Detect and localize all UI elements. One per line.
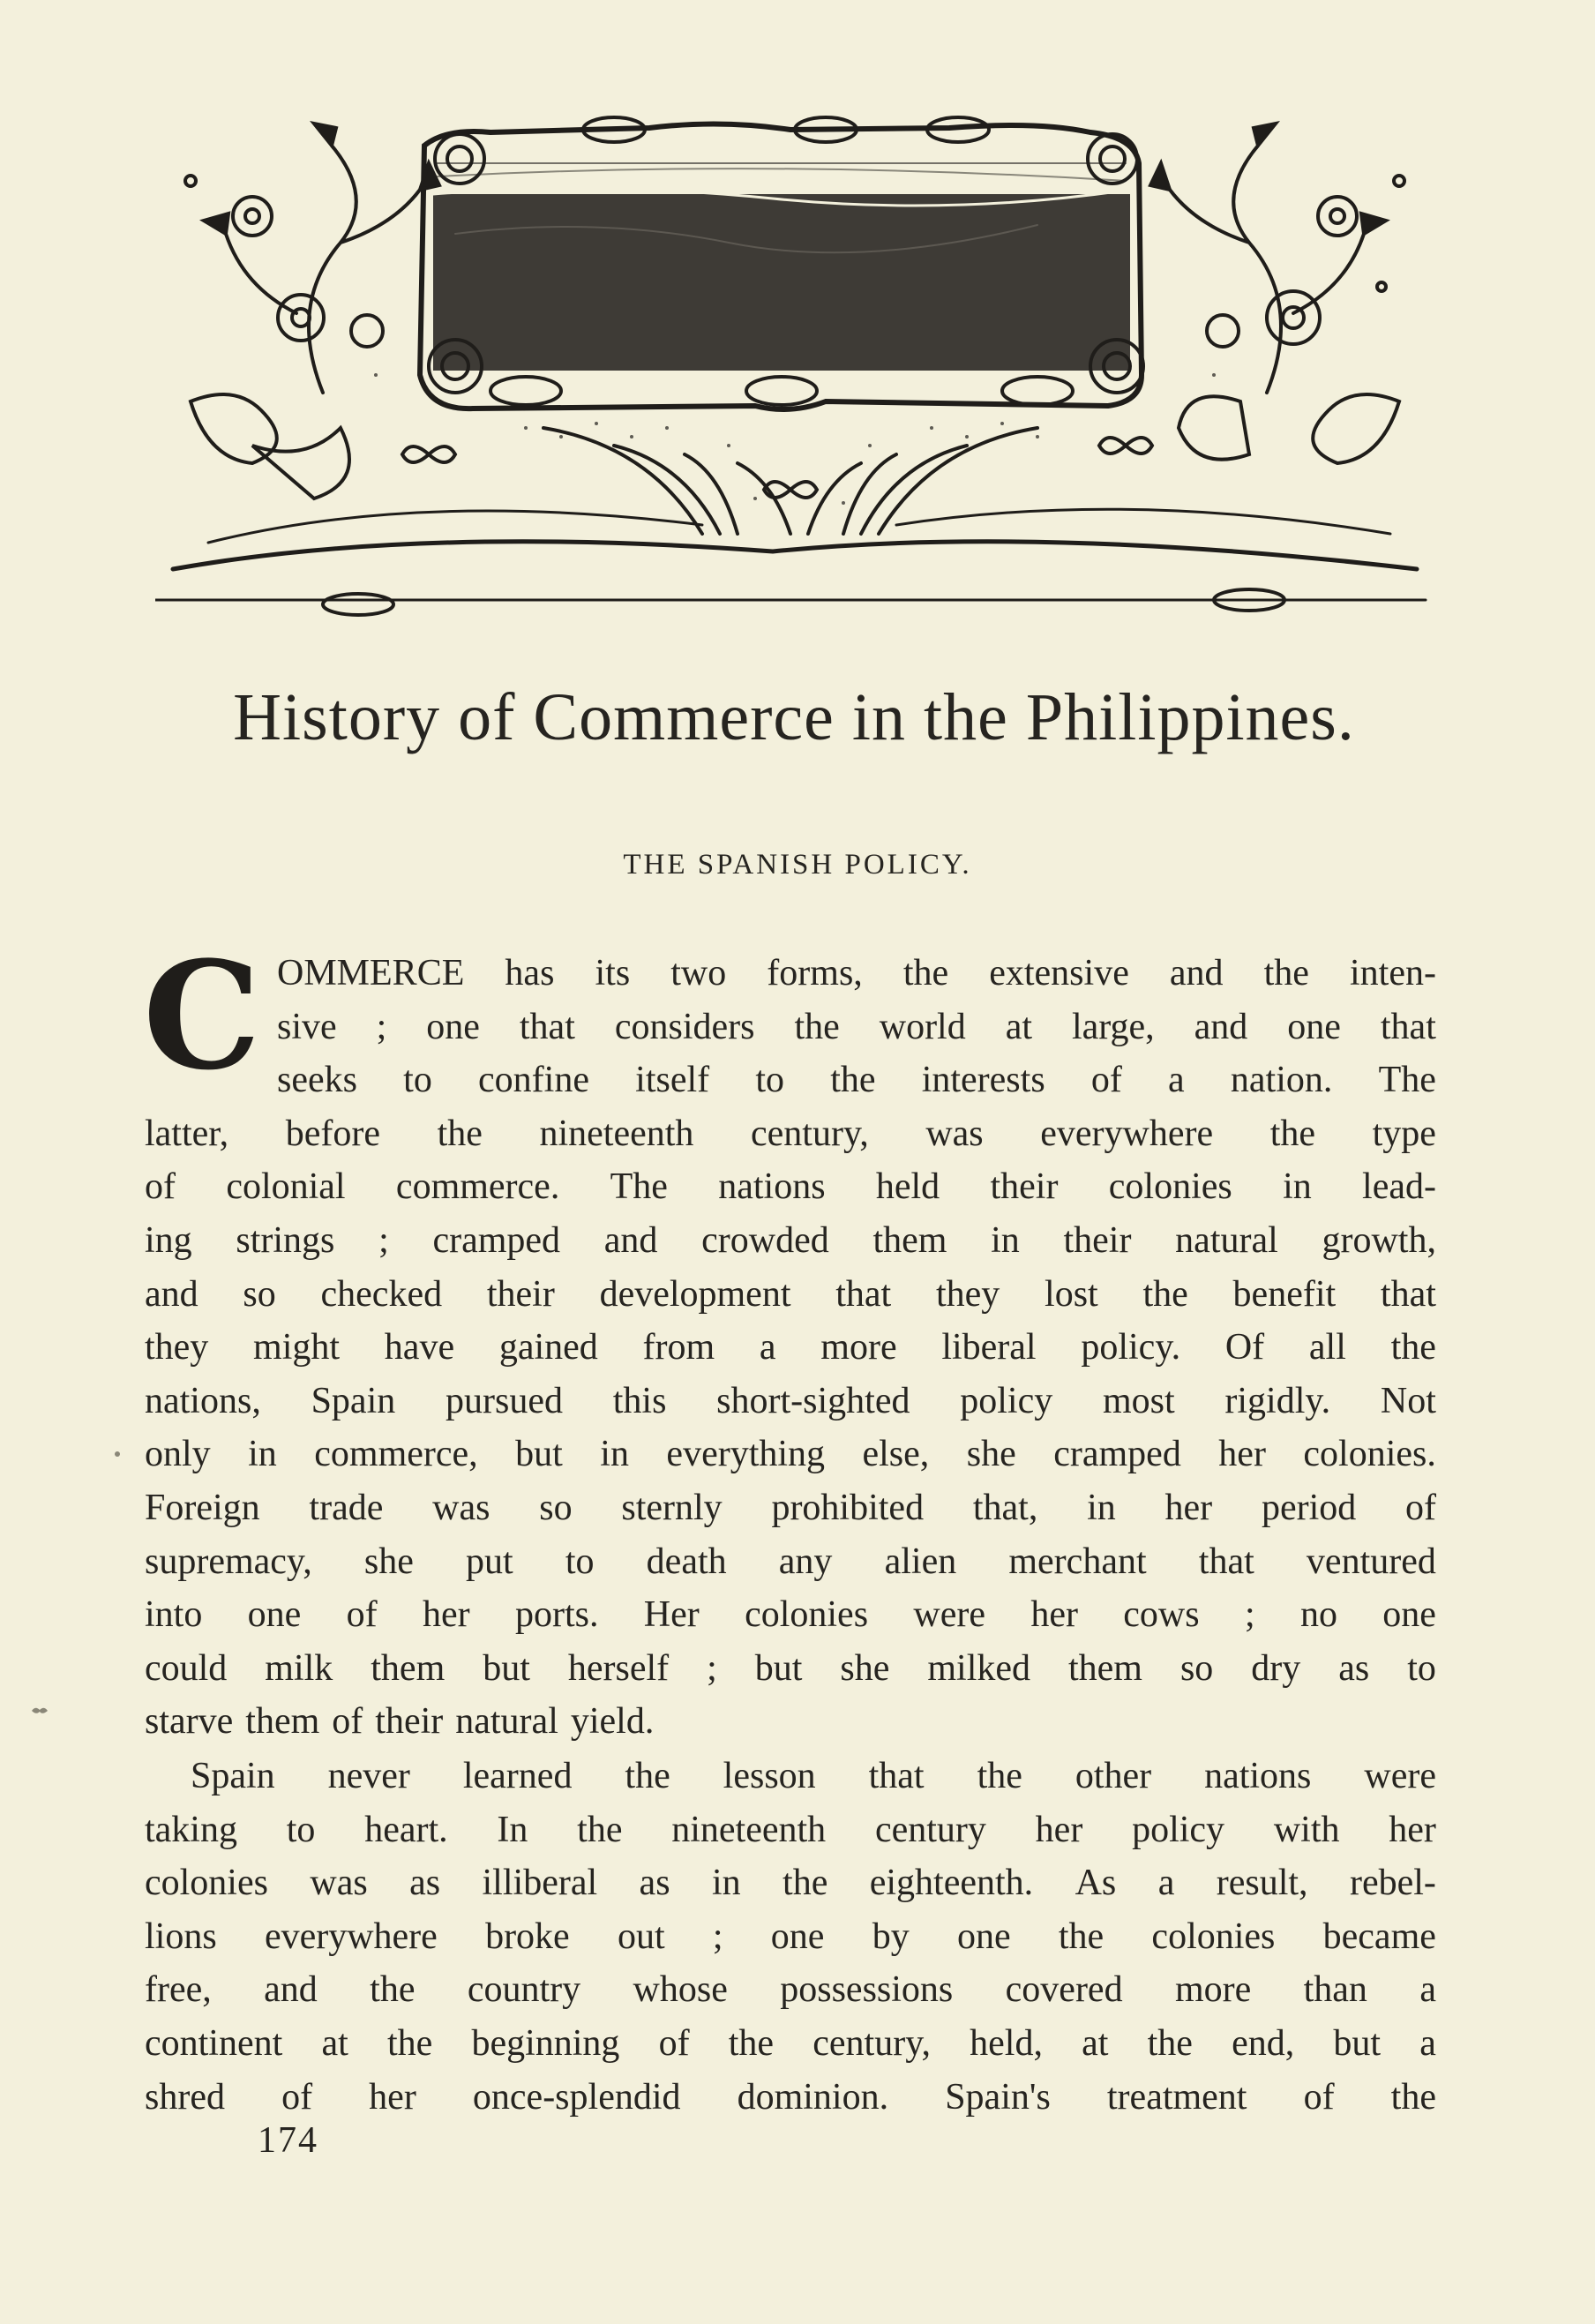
word: so xyxy=(243,1273,276,1315)
word: out xyxy=(617,1915,665,1957)
text-line xyxy=(145,1107,1436,1161)
word: ing xyxy=(145,1219,192,1261)
text-line xyxy=(145,1750,1436,1803)
word: of xyxy=(658,2022,690,2064)
word: were xyxy=(1364,1756,1436,1796)
word: beginning xyxy=(471,2022,620,2064)
word: crowded xyxy=(701,1219,829,1261)
word: heart. xyxy=(364,1809,448,1850)
word: and xyxy=(1194,1006,1248,1047)
word: century xyxy=(874,1809,986,1850)
word: she xyxy=(363,1541,414,1582)
word: strings xyxy=(236,1219,335,1261)
word: other xyxy=(1075,1756,1152,1796)
word: that xyxy=(868,1756,925,1796)
word: possessions xyxy=(780,1969,954,2011)
word: them xyxy=(371,1647,446,1689)
word: The xyxy=(1378,1060,1436,1101)
word: were xyxy=(913,1594,985,1636)
word: result, xyxy=(1216,1863,1308,1904)
word: Not xyxy=(1380,1380,1436,1421)
word: the xyxy=(783,1863,828,1904)
word: taking xyxy=(145,1809,237,1850)
word: latter, xyxy=(145,1113,229,1154)
word: her xyxy=(422,1594,470,1636)
word: in xyxy=(1087,1487,1116,1528)
word: the xyxy=(577,1809,623,1850)
word: one xyxy=(770,1915,825,1957)
word: her xyxy=(1035,1809,1083,1850)
text-line xyxy=(145,1481,1436,1535)
decorative-headpiece-illustration xyxy=(155,110,1434,626)
word: Her xyxy=(643,1594,700,1636)
word: became xyxy=(1322,1915,1436,1957)
word: to xyxy=(286,1809,316,1850)
word: country xyxy=(467,1969,581,2011)
word: in xyxy=(600,1434,629,1475)
word: pursued xyxy=(446,1380,563,1421)
word: the xyxy=(1142,1273,1188,1315)
word: ventured xyxy=(1306,1541,1436,1582)
word: colonies xyxy=(1151,1915,1276,1957)
word: of xyxy=(1090,1060,1122,1101)
word: by xyxy=(872,1915,910,1957)
text-line xyxy=(145,1160,1436,1214)
word: the xyxy=(902,953,949,993)
word: they xyxy=(145,1327,209,1368)
word: seeks xyxy=(277,1060,357,1101)
text-line xyxy=(145,1535,1436,1589)
word: Of xyxy=(1224,1327,1265,1368)
word: more xyxy=(1174,1969,1252,2011)
word: policy xyxy=(960,1380,1053,1421)
word: broke xyxy=(485,1915,570,1957)
word: the xyxy=(794,1006,840,1047)
word: everywhere xyxy=(1040,1113,1214,1154)
text-line xyxy=(145,1428,1436,1481)
word: to xyxy=(565,1541,595,1582)
word: one xyxy=(247,1594,302,1636)
text-line xyxy=(145,1588,1436,1642)
word: was xyxy=(925,1113,984,1154)
word: as xyxy=(409,1863,441,1904)
word: OMMERCE xyxy=(277,953,465,993)
word: short-sighted xyxy=(716,1380,910,1421)
word: the xyxy=(370,1969,416,2011)
word: the xyxy=(1390,2076,1436,2118)
word: lions xyxy=(145,1915,217,1957)
word: ; xyxy=(376,1006,387,1047)
word: the xyxy=(1390,1327,1436,1368)
word: forms, xyxy=(767,953,863,993)
word: as xyxy=(1338,1647,1370,1689)
word: but xyxy=(1333,2022,1382,2064)
word: free, xyxy=(145,1969,212,2011)
word: Spain xyxy=(311,1380,396,1421)
word: but xyxy=(515,1434,563,1475)
word: their xyxy=(375,1701,444,1743)
word: prohibited xyxy=(771,1487,925,1528)
word: colonies xyxy=(145,1863,268,1904)
word: a xyxy=(1419,2022,1436,2064)
word: them xyxy=(872,1219,947,1261)
word: interests xyxy=(921,1060,1045,1101)
word: trade xyxy=(309,1487,384,1528)
word: from xyxy=(642,1327,715,1368)
word: but xyxy=(754,1647,803,1689)
word: was xyxy=(432,1487,490,1528)
word: the xyxy=(1147,2022,1193,2064)
text-line xyxy=(145,1321,1436,1375)
word: that xyxy=(1380,1006,1436,1047)
word: of xyxy=(281,2076,313,2118)
word: Foreign xyxy=(145,1487,260,1528)
word: colonies xyxy=(745,1594,869,1636)
word: colonies xyxy=(1108,1166,1232,1208)
word: that xyxy=(519,1006,575,1047)
word: that xyxy=(835,1273,892,1315)
word: and xyxy=(264,1969,318,2011)
word: and xyxy=(1169,953,1224,993)
word: her xyxy=(1030,1594,1078,1636)
word: nations, xyxy=(145,1380,261,1421)
word: the xyxy=(386,2022,433,2064)
word: eighteenth. xyxy=(869,1863,1034,1904)
word: cows xyxy=(1123,1594,1200,1636)
word: into xyxy=(145,1594,203,1636)
word: and xyxy=(603,1219,658,1261)
word: extensive xyxy=(989,953,1129,993)
word: commerce. xyxy=(395,1166,560,1208)
paragraph-1 xyxy=(143,928,1436,1749)
text-line xyxy=(145,1001,1436,1054)
word: rebel- xyxy=(1349,1863,1436,1904)
word: any xyxy=(778,1541,833,1582)
word: and xyxy=(145,1273,198,1315)
word: put xyxy=(466,1541,513,1582)
word: a xyxy=(1419,1969,1436,2011)
word: century, xyxy=(751,1113,869,1154)
word: in xyxy=(991,1219,1020,1261)
word: no xyxy=(1299,1594,1337,1636)
word: of xyxy=(332,1701,363,1743)
word: natural xyxy=(1175,1219,1278,1261)
word: that xyxy=(1198,1541,1254,1582)
word: considers xyxy=(614,1006,755,1047)
word: nineteenth xyxy=(539,1113,694,1154)
word: than xyxy=(1303,1969,1367,2011)
word: rigidly. xyxy=(1224,1380,1331,1421)
word: policy. xyxy=(1081,1327,1181,1368)
word: supremacy, xyxy=(145,1541,312,1582)
word: that xyxy=(1380,1273,1436,1315)
word: all xyxy=(1308,1327,1346,1368)
text-line xyxy=(145,2071,1436,2125)
word: colonies. xyxy=(1303,1434,1436,1475)
word: colonial xyxy=(226,1166,346,1208)
word: commerce, xyxy=(314,1434,478,1475)
word: benefit xyxy=(1232,1273,1337,1315)
word: of xyxy=(1405,1487,1436,1528)
word: of xyxy=(1303,2076,1335,2118)
text-line xyxy=(145,947,1436,1001)
word: before xyxy=(285,1113,380,1154)
word: else, xyxy=(862,1434,930,1475)
word: In xyxy=(497,1809,528,1850)
word: them xyxy=(1067,1647,1142,1689)
word: ; xyxy=(712,1915,723,1957)
word: one xyxy=(1287,1006,1341,1047)
text-line xyxy=(145,1963,1436,2017)
word: confine xyxy=(478,1060,589,1101)
word: lesson xyxy=(723,1756,816,1796)
word: the xyxy=(977,1756,1022,1796)
word: one xyxy=(1382,1594,1436,1636)
word: might xyxy=(253,1327,341,1368)
word: large, xyxy=(1071,1006,1155,1047)
word: inten- xyxy=(1350,953,1436,993)
section-subtitle: THE SPANISH POLICY. xyxy=(623,849,972,881)
word: more xyxy=(820,1327,897,1368)
word: with xyxy=(1273,1809,1340,1850)
word: type xyxy=(1372,1113,1436,1154)
word: of xyxy=(346,1594,378,1636)
word: ; xyxy=(1244,1594,1255,1636)
text-line xyxy=(145,1910,1436,1964)
word: one xyxy=(956,1915,1011,1957)
chapter-title: History of Commerce in the Philippines. xyxy=(233,680,1355,754)
word: her xyxy=(369,2076,416,2118)
word: policy xyxy=(1132,1809,1225,1850)
word: the xyxy=(1263,953,1309,993)
word: checked xyxy=(320,1273,443,1315)
word: world xyxy=(879,1006,966,1047)
word: so xyxy=(1179,1647,1214,1689)
page-number: 174 xyxy=(258,2120,318,2161)
word: ; xyxy=(378,1219,389,1261)
word: her xyxy=(1218,1434,1266,1475)
word: gained xyxy=(498,1327,598,1368)
word: nations xyxy=(1204,1756,1312,1796)
word: have xyxy=(384,1327,455,1368)
word: starve xyxy=(145,1701,234,1743)
word: Spain's xyxy=(945,2076,1051,2118)
paper-mark xyxy=(30,1705,49,1717)
word: sive xyxy=(277,1006,337,1047)
word: a xyxy=(1157,1863,1175,1904)
word: at xyxy=(321,2022,348,2064)
word: the xyxy=(728,2022,775,2064)
word: nations xyxy=(718,1166,826,1208)
text-line xyxy=(145,1053,1436,1107)
word: only xyxy=(145,1434,211,1475)
word: as xyxy=(639,1863,670,1904)
word: the xyxy=(1269,1113,1316,1154)
word: sternly xyxy=(621,1487,723,1528)
word: them xyxy=(245,1701,320,1743)
word: to xyxy=(403,1060,432,1101)
text-line xyxy=(145,1268,1436,1322)
word: in xyxy=(1283,1166,1312,1208)
word: ; xyxy=(707,1647,717,1689)
word: that, xyxy=(972,1487,1038,1528)
word: alien xyxy=(884,1541,957,1582)
word: shred xyxy=(145,2076,225,2118)
word: was xyxy=(310,1863,368,1904)
word: cramped xyxy=(1053,1434,1181,1475)
word: held, xyxy=(970,2022,1043,2064)
word: a xyxy=(1168,1060,1185,1101)
word: nineteenth xyxy=(671,1809,827,1850)
word: this xyxy=(612,1380,667,1421)
word: yield. xyxy=(570,1701,655,1743)
word: most xyxy=(1102,1380,1175,1421)
word: at xyxy=(1005,1006,1033,1047)
word: illiberal xyxy=(482,1863,598,1904)
word: in xyxy=(711,1863,741,1904)
word: nation. xyxy=(1230,1060,1333,1101)
text-line xyxy=(145,1856,1436,1910)
text-line xyxy=(145,2017,1436,2071)
word: its xyxy=(595,953,631,993)
word: Spain xyxy=(191,1756,275,1796)
word: death xyxy=(646,1541,727,1582)
word: everything xyxy=(666,1434,826,1475)
word: in xyxy=(248,1434,277,1475)
word: to xyxy=(755,1060,785,1101)
word: never xyxy=(327,1756,410,1796)
word: she xyxy=(966,1434,1016,1475)
word: development xyxy=(599,1273,791,1315)
word: century, xyxy=(812,2022,931,2064)
word: milked xyxy=(927,1647,1031,1689)
word: growth, xyxy=(1322,1219,1436,1261)
word: her xyxy=(1164,1487,1213,1528)
word: held xyxy=(875,1166,940,1208)
paper-speck xyxy=(115,1451,120,1457)
word: everywhere xyxy=(264,1915,438,1957)
word: herself xyxy=(567,1647,670,1689)
word: one xyxy=(426,1006,480,1047)
word: could xyxy=(145,1647,228,1689)
word: their xyxy=(1063,1219,1132,1261)
word: a xyxy=(759,1327,776,1368)
word: the xyxy=(1058,1915,1105,1957)
word: their xyxy=(486,1273,555,1315)
paragraph-2 xyxy=(145,1750,1436,2124)
text-line xyxy=(145,1695,1436,1749)
text-line xyxy=(145,1375,1436,1428)
word: the xyxy=(830,1060,876,1101)
word: itself xyxy=(635,1060,710,1101)
word: cramped xyxy=(432,1219,561,1261)
word: they xyxy=(935,1273,1000,1315)
word: covered xyxy=(1005,1969,1123,2011)
word: lead- xyxy=(1362,1166,1436,1208)
text-line xyxy=(145,1214,1436,1268)
word: of xyxy=(145,1166,176,1208)
word: milk xyxy=(265,1647,333,1689)
text-line xyxy=(145,1803,1436,1857)
word: natural xyxy=(455,1701,558,1743)
word: so xyxy=(539,1487,573,1528)
word: at xyxy=(1082,2022,1109,2064)
word: two xyxy=(670,953,727,993)
word: liberal xyxy=(941,1327,1037,1368)
word: continent xyxy=(145,2022,283,2064)
word: she xyxy=(840,1647,890,1689)
word: the xyxy=(625,1756,670,1796)
word: their xyxy=(990,1166,1059,1208)
word: her xyxy=(1389,1809,1436,1850)
word: has xyxy=(505,953,555,993)
word: whose xyxy=(633,1969,728,2011)
word: the xyxy=(437,1113,483,1154)
word: As xyxy=(1075,1863,1117,1904)
word: lost xyxy=(1045,1273,1098,1315)
word: but xyxy=(483,1647,530,1689)
word: to xyxy=(1407,1647,1436,1689)
word: dominion. xyxy=(737,2076,889,2118)
word: merchant xyxy=(1008,1541,1147,1582)
word: ports. xyxy=(514,1594,599,1636)
word: treatment xyxy=(1106,2076,1247,2118)
drop-cap: C xyxy=(143,928,261,1103)
word: dry xyxy=(1251,1647,1301,1689)
word: learned xyxy=(462,1756,573,1796)
word: period xyxy=(1261,1487,1357,1528)
word: end, xyxy=(1232,2022,1295,2064)
text-line xyxy=(145,1642,1436,1696)
word: The xyxy=(610,1166,668,1208)
word: once-splendid xyxy=(472,2076,681,2118)
